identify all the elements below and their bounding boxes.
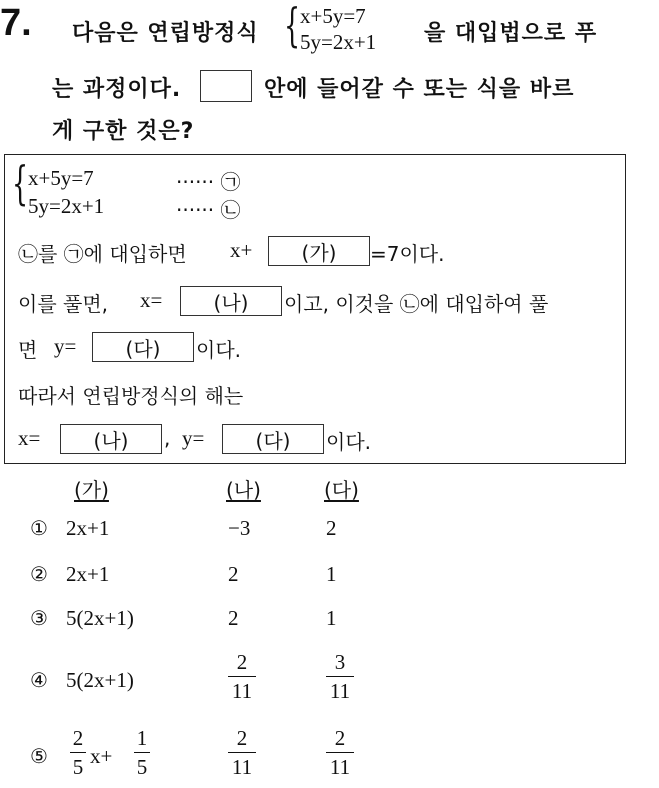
choice-5-da-fraction xyxy=(326,726,354,779)
blank-da-1: (다) xyxy=(92,332,194,362)
choice-4-na-fraction xyxy=(228,650,256,703)
box-line4-pre: 이를 풀면, xyxy=(18,292,108,316)
box-line6: 따라서 연립방정식의 해는 xyxy=(18,384,244,408)
box-line7-x: x= xyxy=(18,426,41,450)
choice-5-ga-denominator-2: 5 xyxy=(136,755,148,779)
choice-4-number[interactable]: ④ xyxy=(30,668,48,692)
choice-1-number[interactable]: ① xyxy=(30,516,48,540)
blank-na-1: (나) xyxy=(180,286,282,316)
choice-5-na-numerator: 2 xyxy=(236,726,248,750)
box-system-brace: { xyxy=(12,156,29,210)
box-eq2: 5y=2x+1 xyxy=(28,194,105,218)
choice-5-ga-fraction-2 xyxy=(134,726,150,779)
box-line4-math: x= xyxy=(140,288,163,312)
box-line3-math: x+ xyxy=(230,238,253,262)
question-text-line2: 는 과정이다. xyxy=(52,77,182,102)
box-line5-math: y= xyxy=(54,334,77,358)
header-da: (다) xyxy=(324,478,359,502)
box-line5-pre: 면 xyxy=(18,338,38,362)
blank-box-indicator xyxy=(200,70,252,102)
question-text-line3: 게 구한 것은? xyxy=(52,119,195,144)
choice-2-number[interactable]: ② xyxy=(30,562,48,586)
choice-4-na-denominator: 11 xyxy=(231,679,253,703)
choice-5-ga-fraction-1 xyxy=(70,726,86,779)
choice-4-da-numerator: 3 xyxy=(334,650,346,674)
box-line7-y: y= xyxy=(182,426,205,450)
system-brace: { xyxy=(284,0,301,52)
choice-4-da-fraction xyxy=(326,650,354,703)
choice-5-na-fraction xyxy=(228,726,256,779)
choice-3-ga: 5(2x+1) xyxy=(66,606,134,630)
choice-5-ga-numerator-2: 1 xyxy=(136,726,148,750)
box-eq2-mark: ······ ㉡ xyxy=(176,198,241,222)
choice-2-ga: 2x+1 xyxy=(66,562,110,586)
box-line5-post: 이다. xyxy=(196,338,241,362)
box-eq1-mark: ······ ㉠ xyxy=(176,170,241,194)
system-eq1: x+5y=7 xyxy=(300,4,366,28)
choice-2-na: 2 xyxy=(228,562,239,586)
system-eq2: 5y=2x+1 xyxy=(300,30,377,54)
choice-1-da: 2 xyxy=(326,516,337,540)
question-number: 7. xyxy=(0,2,32,44)
choice-4-na-numerator: 2 xyxy=(236,650,248,674)
choice-5-number[interactable]: ⑤ xyxy=(30,744,48,768)
question-text-line1-after: 을 대입법으로 푸 xyxy=(424,21,598,46)
question-text-line1: 다음은 연립방정식 xyxy=(72,21,259,46)
box-line3-post: =7이다. xyxy=(370,242,445,266)
box-eq1: x+5y=7 xyxy=(28,166,94,190)
choice-1-na: −3 xyxy=(228,516,251,540)
box-line4-post: 이고, 이것을 ㉡에 대입하여 풀 xyxy=(284,292,549,316)
choice-5-da-denominator: 11 xyxy=(329,755,351,779)
box-line3-pre: ㉡를 ㉠에 대입하면 xyxy=(18,242,187,266)
blank-na-2: (나) xyxy=(60,424,162,454)
question-text-line2-after: 안에 들어갈 수 또는 식을 바르 xyxy=(264,77,575,102)
choice-3-na: 2 xyxy=(228,606,239,630)
choice-1-ga: 2x+1 xyxy=(66,516,110,540)
header-na: (나) xyxy=(226,478,261,502)
choice-3-da: 1 xyxy=(326,606,337,630)
box-line7-post: 이다. xyxy=(326,430,371,454)
choice-2-da: 1 xyxy=(326,562,337,586)
header-ga: (가) xyxy=(74,478,109,502)
choice-5-da-numerator: 2 xyxy=(334,726,346,750)
blank-da-2: (다) xyxy=(222,424,324,454)
choice-5-na-denominator: 11 xyxy=(231,755,253,779)
blank-ga: (가) xyxy=(268,236,370,266)
box-line7-comma: , xyxy=(164,426,171,450)
choice-3-number[interactable]: ③ xyxy=(30,606,48,630)
choice-5-ga-mid: x+ xyxy=(90,744,113,768)
choice-5-ga-numerator-1: 2 xyxy=(72,726,84,750)
choice-4-da-denominator: 11 xyxy=(329,679,351,703)
choice-4-ga: 5(2x+1) xyxy=(66,668,134,692)
choice-5-ga-denominator-1: 5 xyxy=(72,755,84,779)
